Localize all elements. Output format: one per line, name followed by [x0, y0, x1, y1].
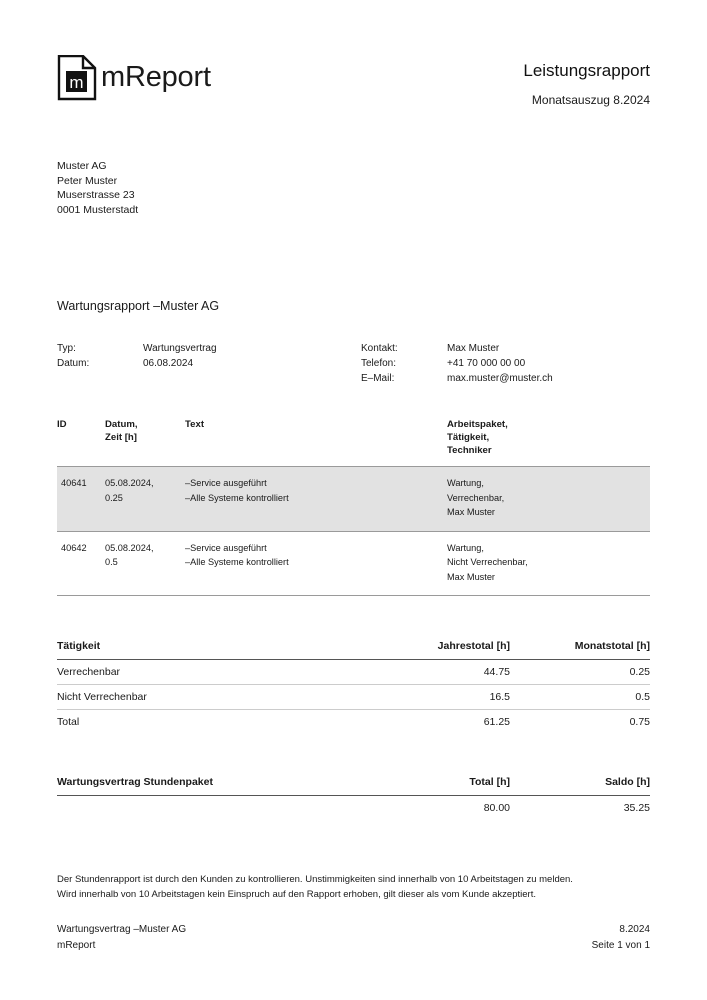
summary-header-row — [57, 640, 650, 660]
meta-values-left — [143, 341, 217, 386]
footer-row-bottom — [57, 938, 650, 954]
summary-row-total — [57, 710, 650, 734]
footer-left-line-1: Wartungsvertrag –Muster AG — [57, 924, 187, 935]
contract-cell-balance: 35.25 — [623, 802, 650, 815]
cell-text-line2: –Alle Systeme kontrolliert — [185, 492, 289, 503]
summary-row — [57, 660, 650, 685]
meta-value-datum: 06.08.2024 — [143, 358, 194, 370]
recipient-address — [57, 159, 650, 217]
legal-note — [57, 872, 650, 902]
activity-summary-table — [57, 640, 650, 734]
column-header-package-line2: Tätigkeit, — [447, 432, 490, 444]
cell-date — [105, 476, 185, 520]
cell-text — [185, 476, 447, 520]
meta-label-telefon: Telefon: — [361, 358, 397, 370]
meta-labels-left — [57, 341, 143, 386]
meta-label-typ: Typ: — [57, 343, 76, 355]
summary-cell-month-total: 0.5 — [635, 691, 650, 704]
cell-date-line2: 0.5 — [105, 557, 118, 568]
cell-package — [447, 476, 650, 520]
cell-date-line1: 05.08.2024, — [105, 478, 154, 489]
contract-column-header-balance: Saldo [h] — [605, 776, 650, 789]
meta-value-telefon: +41 70 000 00 00 — [447, 358, 526, 370]
address-line-1: Muster AG — [57, 160, 107, 173]
footer-right-line-1: 8.2024 — [619, 924, 650, 935]
cell-text-line2: –Alle Systeme kontrolliert — [185, 557, 289, 568]
contract-column-header-total: Total [h] — [469, 776, 510, 789]
summary-cell-month-total: 0.75 — [629, 716, 650, 729]
cell-text-line1: –Service ausgeführt — [185, 478, 267, 489]
section-title: Wartungsrapport –Muster AG — [57, 299, 220, 314]
meta-column-left — [57, 341, 361, 386]
column-header-date-line2: Zeit [h] — [105, 432, 137, 444]
cell-package-line1: Wartung, — [447, 542, 484, 553]
meta-column-right — [361, 341, 553, 386]
header-right-block — [523, 55, 650, 107]
column-header-id: ID — [57, 419, 67, 431]
contract-hours-table — [57, 776, 650, 820]
summary-cell-label: Verrechenbar — [57, 666, 121, 679]
meta-block — [57, 341, 650, 386]
footer-row-top — [57, 922, 650, 938]
contract-column-header-label: Wartungsvertrag Stundenpaket — [57, 776, 213, 789]
cell-date — [105, 541, 185, 585]
contract-cell-total: 80.00 — [483, 802, 510, 815]
contract-header-row — [57, 776, 650, 796]
cell-package-line1: Wartung, — [447, 478, 484, 489]
meta-labels-right — [361, 341, 447, 386]
summary-cell-month-total: 0.25 — [629, 666, 650, 679]
cell-text-line1: –Service ausgeführt — [185, 542, 267, 553]
document-logo-icon — [57, 55, 97, 101]
footer-left-line-2: mReport — [57, 940, 96, 951]
address-line-3: Muserstrasse 23 — [57, 189, 135, 202]
svg-text:m: m — [69, 73, 84, 92]
cell-package-line3: Max Muster — [447, 507, 495, 518]
brand-name: mReport — [101, 60, 211, 93]
meta-value-kontakt: Max Muster — [447, 343, 500, 355]
meta-label-datum: Datum: — [57, 358, 90, 370]
contract-cell-label — [57, 802, 360, 814]
summary-column-header-month-total: Monatstotal [h] — [574, 640, 650, 653]
summary-column-header-activity: Tätigkeit — [57, 640, 101, 653]
service-entries-table — [57, 418, 650, 596]
cell-id: 40641 — [61, 478, 87, 489]
meta-value-typ: Wartungsvertrag — [143, 343, 217, 355]
summary-cell-year-total: 44.75 — [483, 666, 510, 679]
document-footer — [57, 922, 650, 954]
column-header-package-line3: Techniker — [447, 445, 492, 457]
cell-package — [447, 541, 650, 585]
cell-date-line1: 05.08.2024, — [105, 542, 154, 553]
cell-package-line2: Nicht Verrechenbar, — [447, 557, 528, 568]
contract-row — [57, 796, 650, 820]
column-header-date — [105, 418, 185, 457]
summary-row — [57, 685, 650, 710]
footer-page-number: Seite 1 von 1 — [591, 940, 650, 951]
summary-cell-year-total: 61.25 — [483, 716, 510, 729]
address-line-4: 0001 Musterstadt — [57, 203, 139, 216]
document-header — [57, 0, 650, 107]
meta-value-email: max.muster@muster.ch — [447, 373, 553, 385]
legal-note-line-2: Wird innerhalb von 10 Arbeitstagen kein Einspruch auf den Rapport erhoben, gilt dieser als vom Kunde akzeptiert. — [57, 889, 536, 901]
summary-cell-label: Total — [57, 716, 80, 729]
summary-column-header-year-total: Jahrestotal [h] — [437, 640, 510, 653]
summary-cell-label: Nicht Verrechenbar — [57, 691, 147, 704]
column-header-package — [447, 418, 650, 457]
cell-package-line3: Max Muster — [447, 571, 495, 582]
brand-logo — [57, 55, 211, 101]
meta-values-right — [447, 341, 553, 386]
meta-label-kontakt: Kontakt: — [361, 343, 398, 355]
table-row — [57, 531, 650, 597]
address-line-2: Peter Muster — [57, 174, 118, 187]
page-subtitle: Monatsauszug 8.2024 — [531, 93, 650, 108]
summary-cell-year-total: 16.5 — [489, 691, 510, 704]
meta-label-email: E–Mail: — [361, 373, 395, 385]
legal-note-line-1: Der Stundenrapport ist durch den Kunden zu kontrollieren. Unstimmigkeiten sind innerhalb von 10 Arbeitstagen zu melden. — [57, 874, 573, 886]
table-header-row — [57, 418, 650, 466]
column-header-package-line1: Arbeitspaket, — [447, 419, 508, 431]
cell-id: 40642 — [61, 542, 87, 553]
column-header-text: Text — [185, 419, 205, 431]
column-header-date-line1: Datum, — [105, 419, 138, 431]
table-row — [57, 466, 650, 531]
page-title: Leistungsrapport — [523, 61, 650, 80]
cell-text — [185, 541, 447, 585]
cell-package-line2: Verrechenbar, — [447, 492, 505, 503]
cell-date-line2: 0.25 — [105, 492, 123, 503]
